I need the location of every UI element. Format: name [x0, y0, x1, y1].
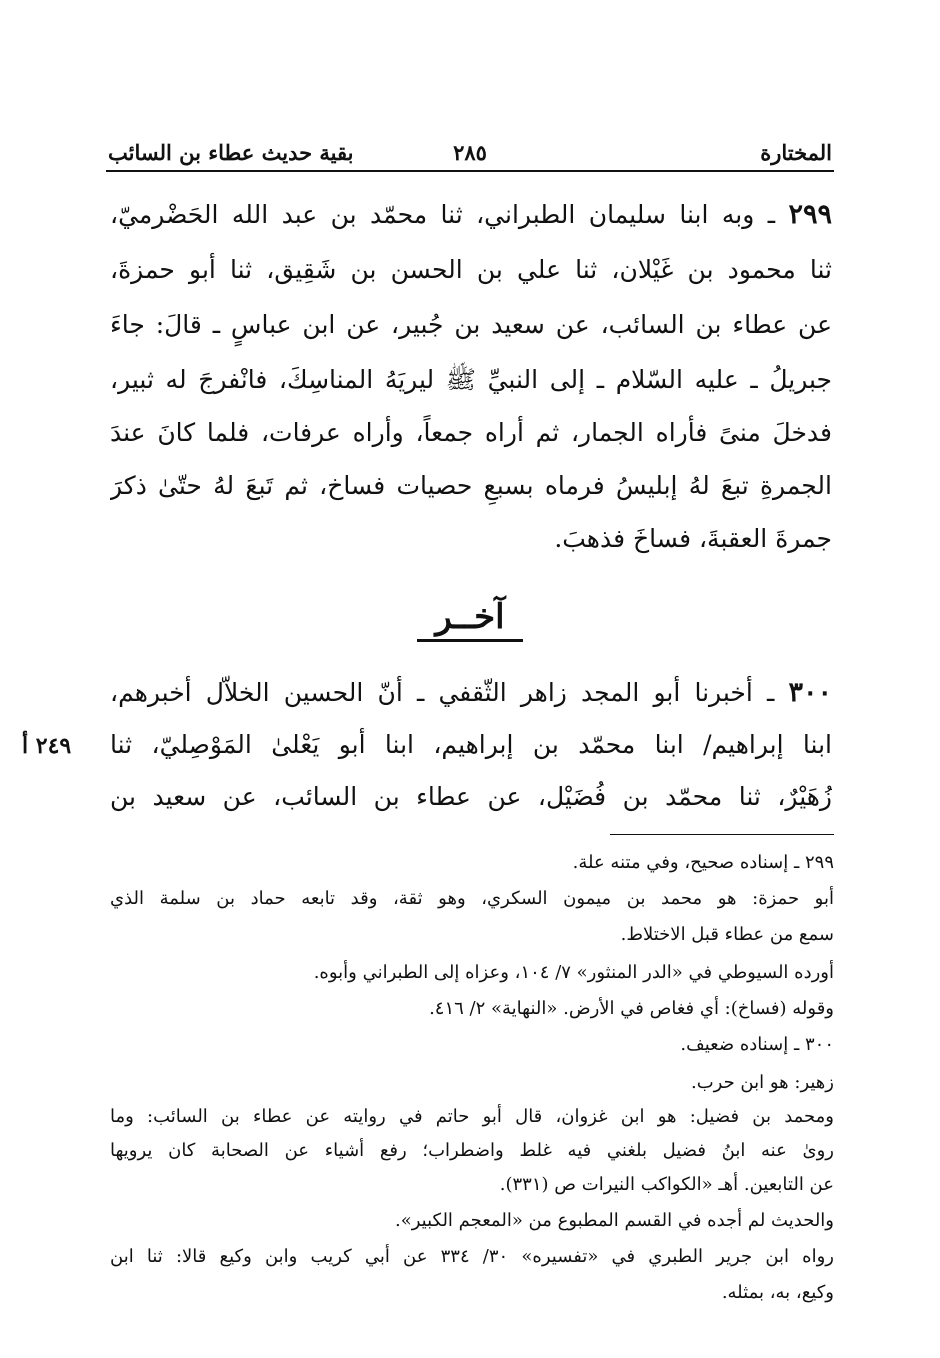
hadith-299-number: ٢٩٩: [788, 199, 832, 230]
hadith-300-line: زُهَيْرٌ، ثنا محمّد بن فُضَيْل، عن عطاء بن السائب، عن سعيد بن: [110, 782, 832, 811]
footnote-line: ومحمد بن فضيل: هو ابن غزوان، قال أبو حاتم في روايته عن عطاء بن السائب: وما: [110, 1106, 834, 1127]
footnote-line: زهير: هو ابن حرب.: [690, 1072, 834, 1093]
hadith-299-line: [110, 192, 832, 238]
page-number: ٢٨٥: [453, 140, 487, 165]
hadith-299-text: ـ وبه ابنا سليمان الطبراني، ثنا محمّد بن عبد الله الحَضْرميّ،: [110, 200, 776, 229]
hadith-300-text: ـ أخبرنا أبو المجد زاهر الثّقفي ـ أنّ الحسين الخلاّل أخبرهم،: [110, 678, 775, 707]
hadith-299-line: جبريلُ ـ عليه السّلام ـ إلى النبيِّ ﷺ ليريَهُ المناسِكَ، فانْفرجَ له ثبير،: [110, 365, 832, 394]
hadith-299-line: ثنا محمود بن غَيْلان، ثنا علي بن الحسن بن شَقِيق، ثنا أبو حمزةَ،: [110, 255, 832, 284]
footnote-line: أورده السيوطي في «الدر المنثور» ٧/ ١٠٤، وعزاه إلى الطبراني وأبوه.: [313, 962, 834, 983]
footnote-line: عن التابعين. أهـ «الكواكب النيرات ص (٣٣١).: [499, 1174, 834, 1195]
footnote-line: ٣٠٠ ـ إسناده ضعيف.: [680, 1034, 834, 1055]
manuscript-folio-marker: ٢٤٩ أ: [22, 733, 72, 759]
header-book-title: المختارة: [760, 140, 832, 165]
section-title: آخــر: [0, 592, 940, 642]
hadith-300-line: ابنا إبراهيم/ ابنا محمّد بن إبراهيم، ابنا أبو يَعْلىٰ المَوْصِليّ، ثنا: [110, 730, 832, 759]
hadith-300-line: [110, 670, 832, 716]
footnote-line: وقوله (فساخ): أي فغاص في الأرض. «النهاية» ٢/ ٤١٦.: [429, 998, 834, 1019]
hadith-299-line: فدخلَ منىً فأراه الجمار، ثم أراه جمعاً، وأراه عرفات، فلما كانَ عندَ: [110, 418, 832, 447]
footnote-line: ٢٩٩ ـ إسناده صحيح، وفي متنه علة.: [572, 852, 834, 873]
footnote-line: وكيع، به، بمثله.: [721, 1282, 834, 1303]
footnote-line: رواه ابن جرير الطبري في «تفسيره» ٣٠/ ٣٣٤ عن أبي كريب وابن وكيع قالا: ثنا ابن: [110, 1246, 834, 1267]
footnote-line: سمع من عطاء قبل الاختلاط.: [620, 924, 834, 945]
footnote-line: والحديث لم أجده في القسم المطبوع من «المعجم الكبير».: [394, 1210, 834, 1231]
header-chapter-title: بقية حديث عطاء بن السائب: [108, 140, 354, 165]
footnote-line: أبو حمزة: هو محمد بن ميمون السكري، وهو ثقة، وقد تابعه حماد بن سلمة الذي: [110, 888, 834, 909]
header-rule: [106, 170, 834, 172]
footnote-line: روىٰ عنه ابنُ فضيل بلغني فيه غلط واضطراب؛ رفع أشياء عن الصحابة كان يرويها: [110, 1140, 834, 1161]
hadith-299-line: جمرةَ العقبةَ، فساخَ فذهبَ.: [554, 524, 832, 553]
footnote-rule: [610, 834, 834, 835]
hadith-299-line: عن عطاء بن السائب، عن سعيد بن جُبير، عن ابن عباسٍ ـ قالَ: جاءَ: [110, 310, 832, 339]
hadith-299-line: الجمرةِ تبعَ لهُ إبليسُ فرماه بسبعِ حصيات فساخ، ثم تَبعَ لهُ حتّىٰ ذكرَ: [110, 471, 832, 500]
hadith-300-number: ٣٠٠: [788, 677, 832, 708]
